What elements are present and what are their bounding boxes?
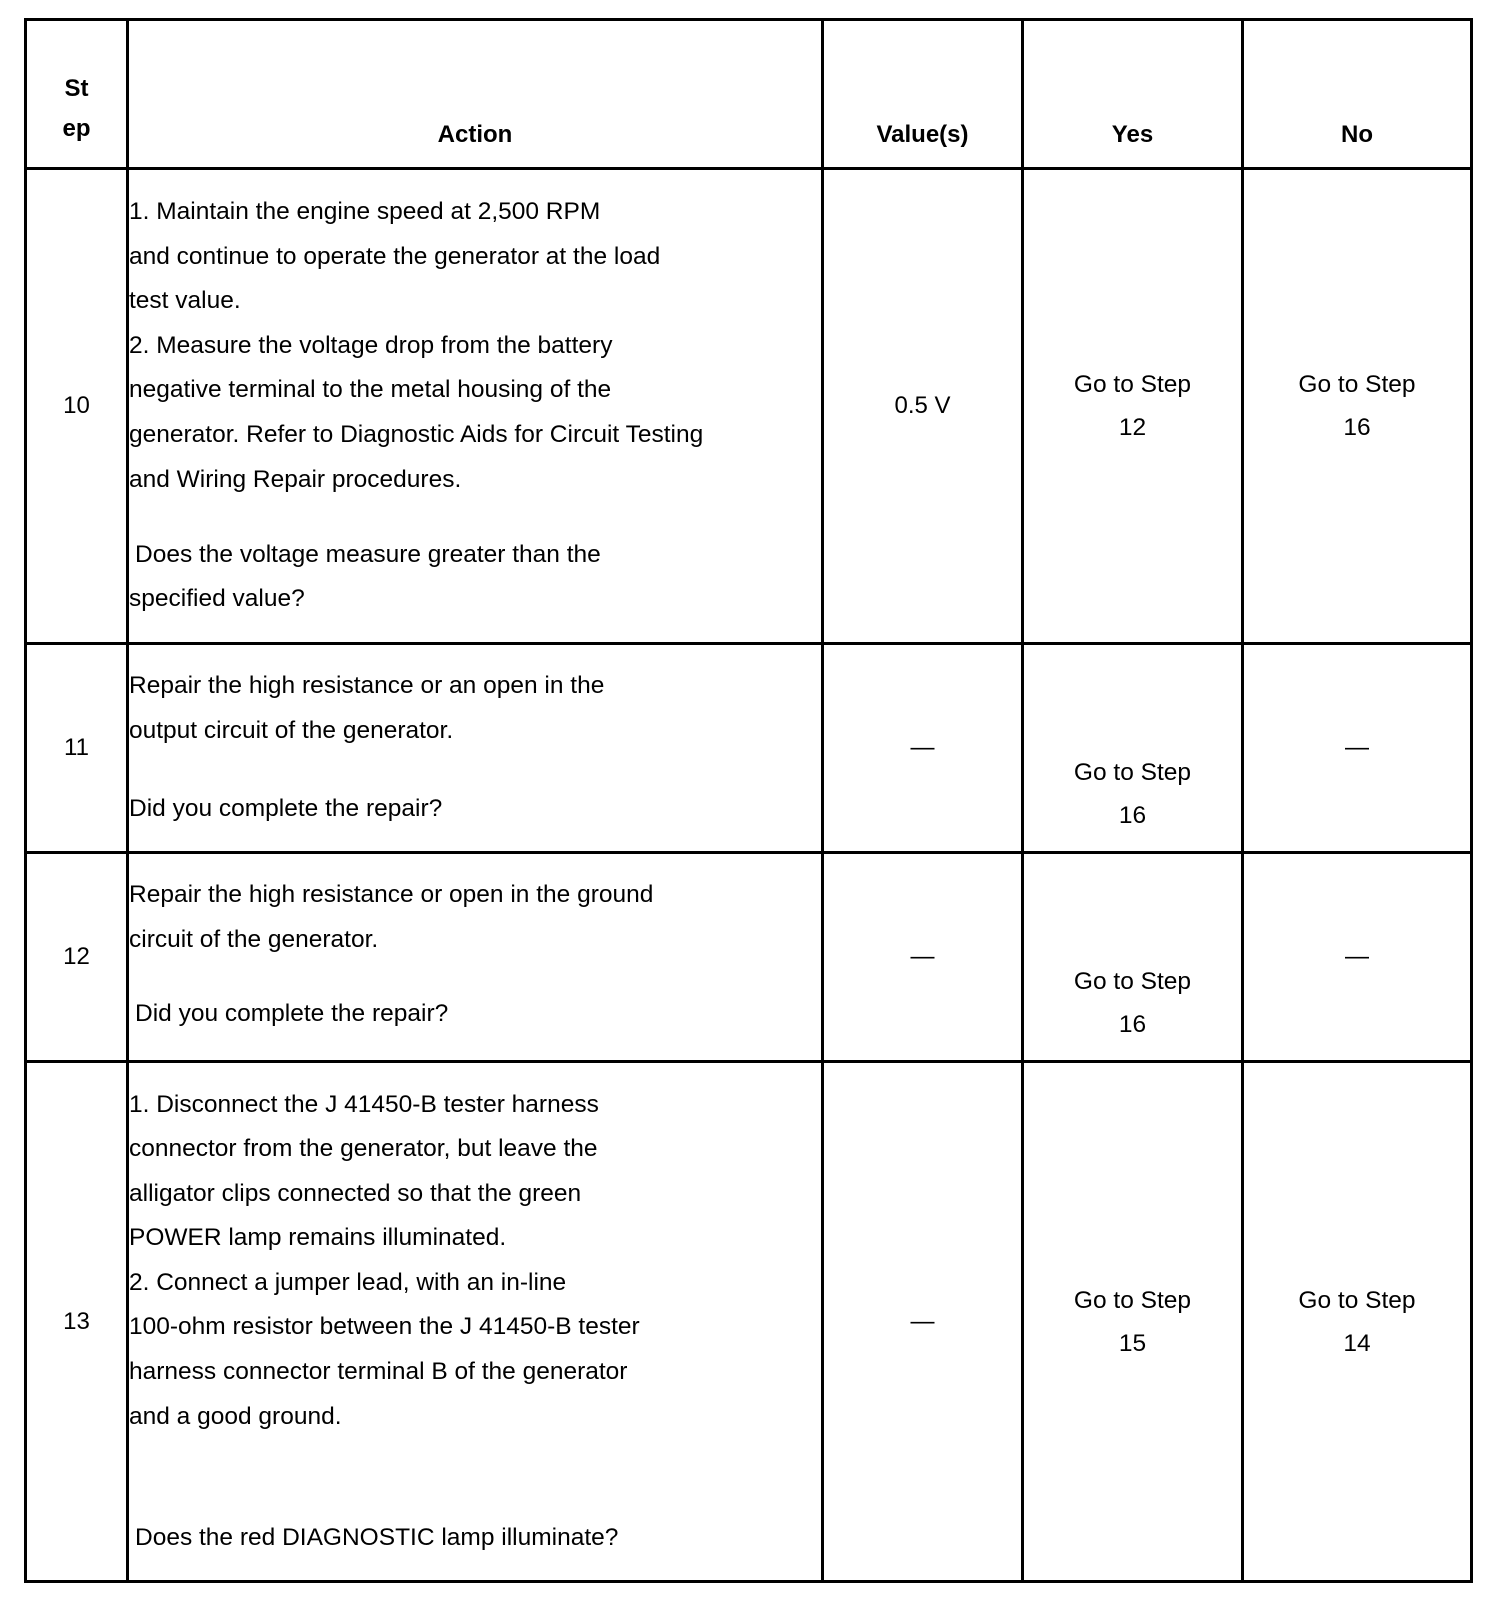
- yes-goto-step: 12: [1118, 414, 1147, 441]
- yes-goto-label: Go to Step: [1073, 1286, 1192, 1314]
- action-cell: [128, 1062, 823, 1582]
- action-question: [129, 787, 821, 832]
- action-question: [129, 992, 821, 1037]
- no-goto-label: Go to Step: [1298, 1286, 1416, 1314]
- step-number: 13: [26, 1062, 128, 1582]
- question-line: specified value?: [129, 585, 305, 613]
- step-number: 10: [26, 169, 128, 644]
- action-line: Repair the high resistance or open in the ground: [129, 881, 654, 908]
- question-line: Does the red DIAGNOSTIC lamp illuminate?: [135, 1523, 619, 1551]
- action-line: circuit of the generator.: [129, 925, 379, 953]
- action-line: 1. Disconnect the J 41450-B tester harness: [129, 1090, 599, 1118]
- yes-cell: [1023, 853, 1243, 1062]
- action-line: 100-ohm resistor between the J 41450-B tester: [129, 1313, 640, 1341]
- action-cell: [128, 644, 823, 853]
- step-column-header: [26, 20, 128, 169]
- action-cell: [128, 169, 823, 644]
- diagnostic-table: [24, 18, 1473, 1583]
- action-line: generator. Refer to Diagnostic Aids for Circuit Testing: [129, 420, 704, 448]
- yes-goto-step: 16: [1118, 1011, 1147, 1038]
- value-cell: —: [823, 1062, 1023, 1582]
- action-line: 2. Connect a jumper lead, with an in-line: [129, 1268, 567, 1296]
- yes-goto-step: 15: [1118, 1329, 1147, 1357]
- yes-goto-label: Go to Step: [1073, 759, 1192, 786]
- action-line: test value.: [129, 287, 241, 315]
- action-instructions: [129, 1083, 821, 1440]
- action-line: negative terminal to the metal housing of the: [129, 376, 612, 404]
- action-line: 2. Measure the voltage drop from the battery: [129, 331, 613, 359]
- table-row: [26, 1062, 1472, 1582]
- table-row: [26, 169, 1472, 644]
- yes-cell: [1023, 644, 1243, 853]
- action-instructions: [129, 664, 821, 753]
- action-cell: [128, 853, 823, 1062]
- no-goto-step: 16: [1343, 414, 1371, 441]
- action-question: [129, 533, 821, 622]
- action-line: output circuit of the generator.: [129, 716, 454, 744]
- no-cell: [1243, 1062, 1472, 1582]
- yes-goto-label: Go to Step: [1073, 968, 1192, 995]
- action-question: [129, 1516, 821, 1561]
- action-line: and Wiring Repair procedures.: [129, 465, 462, 493]
- action-line: and a good ground.: [129, 1402, 342, 1430]
- no-cell: —: [1243, 644, 1472, 853]
- yes-cell: [1023, 1062, 1243, 1582]
- action-instructions: [129, 190, 821, 502]
- action-line: alligator clips connected so that the green: [129, 1179, 582, 1207]
- action-line: Repair the high resistance or an open in the: [129, 672, 605, 699]
- action-line: and continue to operate the generator at the load: [129, 242, 661, 270]
- no-goto-step: 14: [1343, 1329, 1371, 1357]
- action-line: POWER lamp remains illuminated.: [129, 1224, 507, 1252]
- table-row: [26, 644, 1472, 853]
- question-line: Did you complete the repair?: [129, 795, 443, 823]
- question-line: Did you complete the repair?: [135, 1000, 449, 1028]
- step-number: 11: [26, 644, 128, 853]
- value-cell: —: [823, 853, 1023, 1062]
- no-goto-label: Go to Step: [1298, 371, 1416, 398]
- question-line: Does the voltage measure greater than the: [135, 540, 601, 568]
- action-column-header: Action: [128, 20, 823, 169]
- table-row: [26, 853, 1472, 1062]
- action-instructions: [129, 873, 821, 962]
- step-header-line1: St: [64, 75, 89, 102]
- yes-column-header: Yes: [1023, 20, 1243, 169]
- no-cell: —: [1243, 853, 1472, 1062]
- value-cell: —: [823, 644, 1023, 853]
- no-column-header: No: [1243, 20, 1472, 169]
- values-column-header: Value(s): [823, 20, 1023, 169]
- yes-cell: [1023, 169, 1243, 644]
- table-header-row: [26, 20, 1472, 169]
- step-header-line2: ep: [62, 115, 91, 142]
- value-cell: 0.5 V: [823, 169, 1023, 644]
- yes-goto-label: Go to Step: [1073, 371, 1192, 398]
- no-cell: [1243, 169, 1472, 644]
- yes-goto-step: 16: [1118, 802, 1147, 829]
- step-number: 12: [26, 853, 128, 1062]
- action-line: 1. Maintain the engine speed at 2,500 RPM: [129, 198, 601, 225]
- action-line: connector from the generator, but leave the: [129, 1135, 598, 1163]
- action-line: harness connector terminal B of the generator: [129, 1358, 628, 1386]
